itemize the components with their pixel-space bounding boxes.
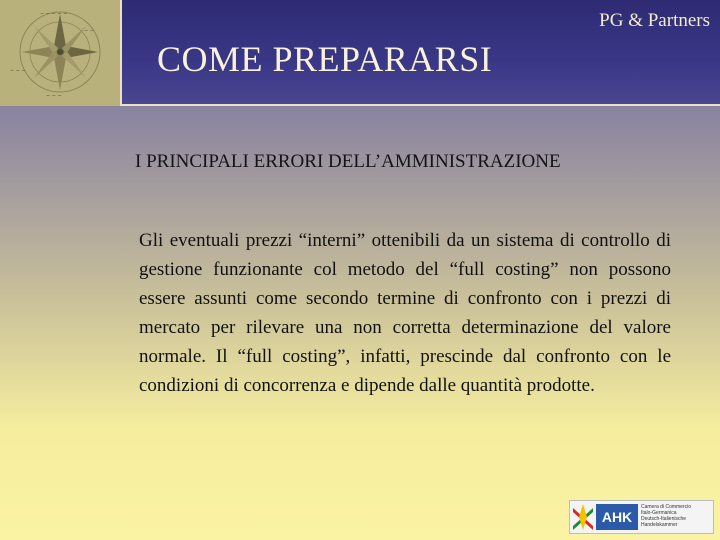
compass-rose-icon: [2, 2, 118, 102]
svg-text:~ ~ ~: ~ ~ ~: [10, 68, 26, 74]
ahk-description: [641, 504, 713, 528]
ahk-line-3: Deutsch-Italienische: [641, 516, 687, 522]
ahk-acronym: AHK: [596, 504, 638, 530]
body-paragraph: Gli eventuali prezzi “interni” ottenibili da un sistema di controllo di gestione funzionante col metodo del “full costing” non possono essere assunti come secondo termine di confronto con i prezzi di mercato per rilevare una non corretta determinazione del valore normale. Il “full costing”, infatti, prescinde dal confronto con le condizioni di concorrenza e dipende dalle quantità prodotte.: [139, 230, 671, 396]
ahk-line-2: Italo-Germanica: [641, 510, 677, 516]
svg-text:~ ~: ~ ~: [84, 28, 94, 34]
svg-text:~ ~ ~ ~ ~: ~ ~ ~ ~ ~: [40, 11, 68, 17]
company-name: PG & Partners: [599, 10, 710, 31]
firm-logo: [0, 0, 122, 106]
ahk-logo: [569, 500, 714, 534]
ahk-line-4: Handelskammer: [641, 522, 678, 528]
svg-text:~ ~ ~: ~ ~ ~: [46, 93, 62, 99]
flag-emblem-icon: [573, 504, 593, 530]
ahk-line-1: Camera di Commercio: [641, 504, 692, 510]
page-title: COME PREPARARSI: [157, 39, 493, 79]
section-subtitle: I PRINCIPALI ERRORI DELL’AMMINISTRAZIONE: [135, 151, 561, 172]
